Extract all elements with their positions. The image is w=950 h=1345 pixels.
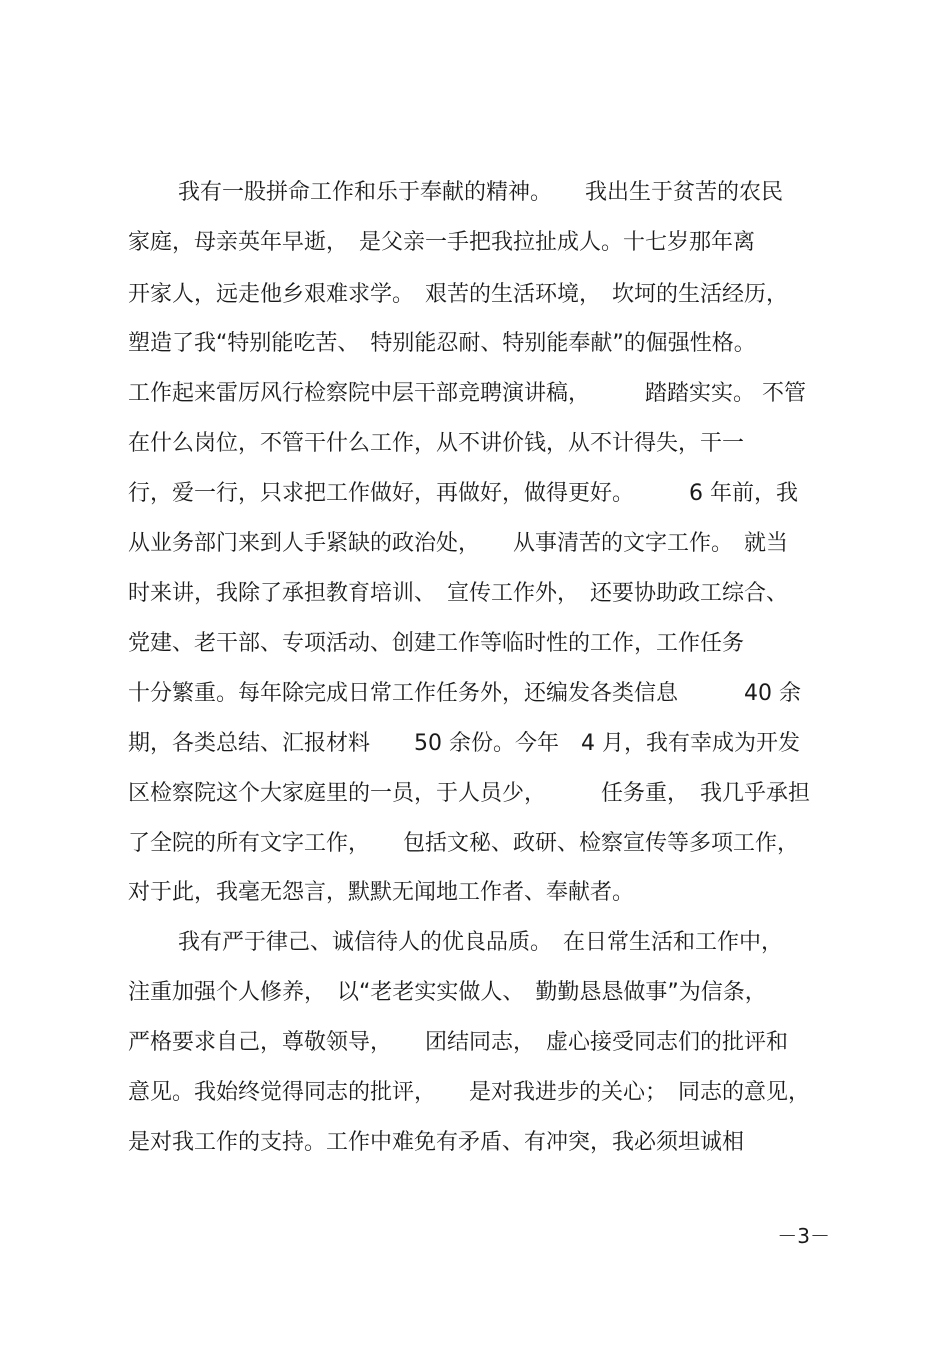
paragraph-line: 从业务部门来到人手紧缺的政治处， 从事清苦的文字工作。 就当 — [128, 531, 789, 556]
paragraph-line: 十分繁重。每年除完成日常工作任务外，还编发各类信息 40 余 — [128, 681, 801, 706]
paragraph-line: 是对我工作的支持。工作中难免有矛盾、有冲突，我必须坦诚相 — [128, 1130, 745, 1155]
paragraph-line: 工作起来雷厉风行检察院中层干部竞聘演讲稿， 踏踏实实。 不管 — [128, 381, 806, 406]
paragraph-line: 注重加强个人修养， 以“老老实实做人、 勤勤恳恳做事”为信条， — [128, 980, 767, 1005]
paragraph-line: 严格要求自己，尊敬领导， 团结同志， 虚心接受同志们的批评和 — [128, 1030, 789, 1055]
paragraph-line: 我有一股拼命工作和乐于奉献的精神。 我出生于贫苦的农民 — [178, 180, 784, 205]
paragraph-line: 我有严于律己、诚信待人的优良品质。 在日常生活和工作中， — [178, 930, 784, 955]
paragraph-line: 对于此，我毫无怨言，默默无闻地工作者、奉献者。 — [128, 880, 635, 905]
paragraph-line: 开家人，远走他乡艰难求学。 艰苦的生活环境， 坎坷的生活经历， — [128, 282, 789, 307]
paragraph-line: 家庭，母亲英年早逝， 是父亲一手把我拉扯成人。十七岁那年离 — [128, 230, 756, 255]
paragraph-line: 塑造了我“特别能吃苦、 特别能忍耐、特别能奉献”的倔强性格。 — [128, 331, 756, 356]
paragraph-line: 期，各类总结、汇报材料 50 余份。今年 4 月，我有幸成为开发 — [128, 731, 800, 756]
paragraph-line: 党建、老干部、专项活动、创建工作等临时性的工作，工作任务 — [128, 631, 745, 656]
paragraph-line: 在什么岗位，不管干什么工作，从不讲价钱，从不计得失，干一 — [128, 431, 745, 456]
page-number: －3－ — [777, 1224, 830, 1248]
paragraph-line: 意见。我始终觉得同志的批评， 是对我进步的关心； 同志的意见， — [128, 1080, 811, 1105]
paragraph-line: 了全院的所有文字工作， 包括文秘、政研、检察宣传等多项工作， — [128, 831, 800, 856]
paragraph-line: 行，爱一行，只求把工作做好，再做好，做得更好。 6 年前，我 — [128, 481, 798, 506]
paragraph-line: 时来讲，我除了承担教育培训、 宣传工作外， 还要协助政工综合、 — [128, 581, 789, 606]
paragraph-line: 区检察院这个大家庭里的一员，于人员少， 任务重， 我几乎承担 — [128, 781, 811, 806]
